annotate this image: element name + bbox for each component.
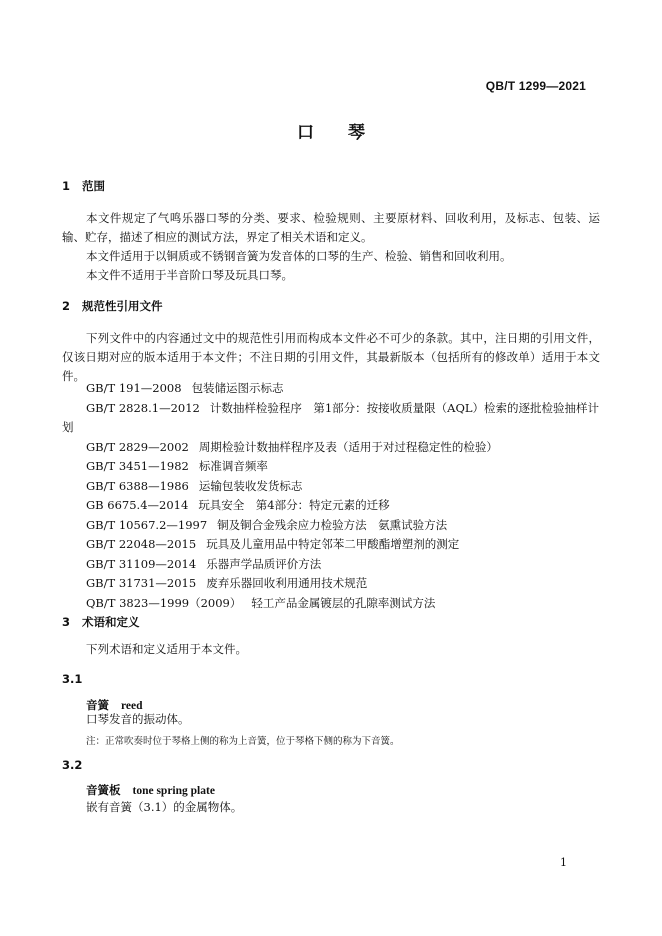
reference-title: 周期检验计数抽样程序及表（适用于对过程稳定性的检验） — [198, 439, 498, 454]
normative-refs-intro: 下列文件中的内容通过文中的规范性引用而构成本文件必不可少的条款。其中，注日期的引用文件，仅该日期对应的版本适用于本文件；不注日期的引用文件，其最新版本（包括所有的修改单）适用于本文件。 — [62, 331, 600, 383]
reference-code: GB/T 31731—2015 — [86, 576, 197, 590]
reference-title: 废弃乐器回收利用通用技术规范 — [206, 576, 368, 590]
reference-code: GB 6675.4—2014 — [86, 498, 189, 512]
term-note: 注：正常吹奏时位于琴格上侧的称为上音簧，位于琴格下侧的称为下音簧。 — [86, 736, 400, 747]
term-definition: 口琴发音的振动体。 — [86, 712, 190, 726]
term-cn: 音簧 — [86, 698, 109, 712]
page-number: 1 — [560, 856, 567, 869]
reference-title: 玩具及儿童用品中特定邻苯二甲酸酯增塑剂的测定 — [206, 537, 460, 551]
scope-paragraph-3: 本文件不适用于半音阶口琴及玩具口琴。 — [86, 268, 293, 282]
term-en: reed — [121, 700, 143, 712]
reference-code: GB/T 6388—1986 — [86, 478, 189, 493]
reference-code: GB/T 31109—2014 — [86, 556, 197, 571]
reference-code: GB/T 191—2008 — [86, 381, 182, 395]
reference-item — [62, 438, 600, 458]
section-title: 规范性引用文件 — [82, 299, 163, 313]
term-number: 3.1 — [62, 672, 83, 686]
scope-paragraph-1: 本文件规定了气鸣乐器口琴的分类、要求、检验规则、主要原材料、回收利用，及标志、包装、运输、贮存，描述了相应的测试方法，界定了相关术语和定义。 — [62, 211, 600, 244]
section-title: 范围 — [82, 179, 105, 193]
reference-title: 乐器声学品质评价方法 — [206, 556, 322, 571]
reference-code: GB/T 2829—2002 — [86, 439, 189, 454]
term-number: 3.2 — [62, 758, 83, 772]
reference-item — [62, 574, 600, 594]
section-title: 术语和定义 — [82, 615, 140, 629]
reference-title: 包装储运图示标志 — [191, 381, 284, 395]
section-heading-terms — [62, 614, 140, 630]
standard-code: QB/T 1299—2021 — [485, 79, 586, 93]
document-title: 口 琴 — [297, 123, 379, 143]
reference-code: GB/T 10567.2—1997 — [86, 517, 208, 532]
scope-paragraph-2: 本文件适用于以铜质或不锈钢音簧为发音体的口琴的生产、检验、销售和回收利用。 — [86, 249, 512, 263]
section-heading-scope — [62, 178, 105, 194]
section-heading-normative-refs — [62, 298, 163, 314]
reference-code: GB/T 3451—1982 — [86, 459, 189, 473]
section-number: 1 — [62, 179, 71, 193]
reference-code: GB/T 2828.1—2012 — [86, 400, 200, 415]
reference-item — [62, 399, 600, 438]
reference-code: QB/T 3823—1999（2009） — [86, 595, 242, 610]
reference-code: GB/T 22048—2015 — [86, 537, 197, 551]
reference-item — [62, 594, 600, 614]
reference-item — [62, 379, 600, 399]
reference-item — [62, 535, 600, 555]
reference-title: 轻工产品金属镀层的孔隙率测试方法 — [251, 595, 436, 610]
reference-item — [62, 496, 600, 516]
term-cn: 音簧板 — [86, 783, 121, 797]
reference-title: 玩具安全 第4部分：特定元素的迁移 — [198, 498, 390, 512]
reference-title: 计数抽样检验程序 第1部分：按接收质量限（AQL）检索的逐批检验抽样计划 — [62, 400, 600, 434]
reference-item — [62, 457, 600, 477]
reference-title: 运输包装收发货标志 — [198, 478, 303, 493]
reference-title: 铜及铜合金残余应力检验方法 氨熏试验方法 — [217, 517, 448, 532]
terms-intro: 下列术语和定义适用于本文件。 — [86, 642, 247, 656]
reference-list — [62, 379, 600, 613]
reference-item — [62, 555, 600, 575]
reference-item — [62, 516, 600, 536]
reference-item — [62, 477, 600, 497]
section-number: 3 — [62, 615, 71, 629]
reference-title: 标准调音频率 — [198, 459, 268, 473]
term-en: tone spring plate — [132, 785, 215, 797]
term-heading — [86, 782, 215, 798]
term-definition: 嵌有音簧（3.1）的金属物体。 — [86, 800, 243, 814]
section-number: 2 — [62, 299, 71, 313]
